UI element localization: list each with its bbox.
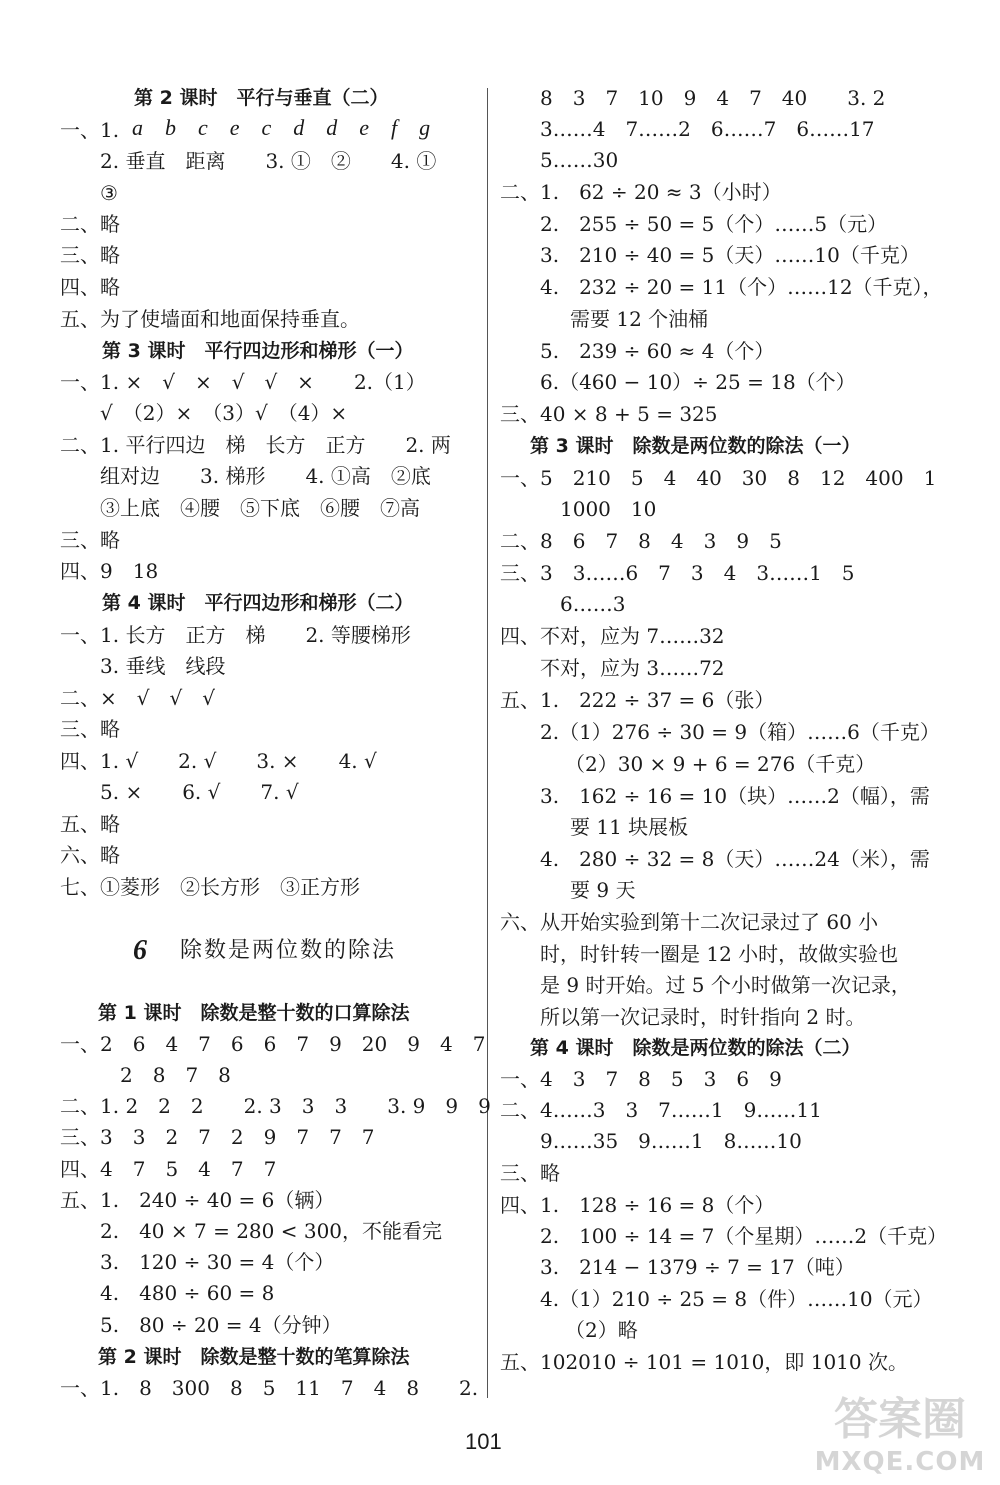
answer-line: 四、1. 128 ÷ 16 = 8（个）	[500, 1193, 775, 1217]
answer-line: 1000 10	[560, 497, 657, 521]
page-number: 101	[465, 1429, 502, 1454]
answer-line: 四、1. √ 2. √ 3. × 4. √	[60, 749, 377, 773]
answer-line: 6……3	[560, 592, 626, 616]
answer-line: 组对边 3. 梯形 4. ①高 ②底	[100, 464, 431, 488]
section-heading: 第 1 课时 除数是整十数的口算除法	[98, 1002, 410, 1024]
answer-line: 四、9 18	[60, 559, 159, 583]
section-heading: 第 4 课时 除数是两位数的除法（二）	[530, 1037, 861, 1059]
answer-line: 二、1. 62 ÷ 20 ≈ 3（小时）	[500, 180, 782, 204]
answer-line: 2. 40 × 7 = 280 < 300，不能看完	[100, 1219, 443, 1243]
answer-line: ③	[100, 181, 118, 205]
answer-line: 二、× √ √ √	[60, 686, 215, 710]
watermark-url: MXQE.COM	[814, 1447, 986, 1477]
answer-line: 二、8 6 7 8 4 3 9 5	[500, 529, 782, 553]
answer-line: 二、1. 2 2 2 2. 3 3 3 3. 9 9 9	[60, 1094, 491, 1118]
answer-line: 三、略	[60, 243, 120, 267]
answer-line: 一、5 210 5 4 40 30 8 12 400 1	[500, 466, 937, 490]
answer-line: 9……35 9……1 8……10	[540, 1129, 802, 1153]
answer-line: 一、1.	[60, 118, 120, 142]
answer-line: 3. 210 ÷ 40 = 5（天）……10（千克）	[540, 243, 920, 267]
unit-number: 6	[133, 935, 147, 966]
answer-line: 二、1. 平行四边 梯 长方 正方 2. 两	[60, 433, 451, 457]
answer-line: 一、1. × √ × √ √ × 2.（1）	[60, 370, 426, 394]
watermark-logo	[805, 1395, 995, 1480]
answer-line: 4. 280 ÷ 32 = 8（天）……24（米），需	[540, 847, 930, 871]
answer-line: 需要 12 个油桶	[570, 307, 709, 331]
watermark-text: 答案圈	[834, 1394, 966, 1445]
answer-line: 2. 垂直 距离 3. ① ② 4. ①	[100, 149, 437, 173]
answer-line: 七、①菱形 ②长方形 ③正方形	[60, 875, 360, 899]
answer-line: 2. 255 ÷ 50 = 5（个）……5（元）	[540, 212, 888, 236]
answer-line: 4. 232 ÷ 20 = 11（个）……12（千克），	[540, 275, 943, 299]
answer-line: 四、4 7 5 4 7 7	[60, 1157, 277, 1181]
answer-line: 时，时针转一圈是 12 小时，故做实验也	[540, 942, 899, 966]
answer-line: 一、1. 长方 正方 梯 2. 等腰梯形	[60, 623, 411, 647]
answer-line: 是 9 时开始。过 5 个小时做第一次记录，	[540, 973, 911, 997]
answer-line: 二、略	[60, 212, 120, 236]
answer-line: 三、略	[60, 528, 120, 552]
answer-line: 3. 162 ÷ 16 = 10（块）……2（幅），需	[540, 784, 930, 808]
answer-line: 4.（1）210 ÷ 25 = 8（件）……10（元）	[540, 1287, 933, 1311]
answer-line: 5……30	[540, 148, 619, 172]
answer-line: 5. 80 ÷ 20 = 4（分钟）	[100, 1313, 342, 1337]
answer-line: 五、102010 ÷ 101 = 1010，即 1010 次。	[500, 1350, 908, 1374]
answer-line: 要 9 天	[570, 878, 636, 902]
answer-line: 3. 垂线 线段	[100, 654, 226, 678]
answer-line: 一、2 6 4 7 6 6 7 9 20 9 4 7	[60, 1032, 486, 1056]
answer-line: 不对，应为 3……72	[540, 656, 725, 680]
answer-line: 五、1. 240 ÷ 40 = 6（辆）	[60, 1188, 335, 1212]
answer-line: 所以第一次记录时，时针指向 2 时。	[540, 1005, 866, 1029]
answer-line: ③上底 ④腰 ⑤下底 ⑥腰 ⑦高	[100, 496, 420, 520]
answer-line: （2）30 × 9 + 6 = 276（千克）	[565, 752, 876, 776]
unit-title: 除数是两位数的除法	[180, 938, 397, 963]
section-heading: 第 2 课时 除数是整十数的笔算除法	[98, 1346, 410, 1368]
answer-line: 四、不对，应为 7……32	[500, 624, 725, 648]
answer-line: 五、略	[60, 812, 120, 836]
answer-line: 三、略	[60, 717, 120, 741]
answer-line: 6.（460 − 10）÷ 25 = 18（个）	[540, 370, 856, 394]
answer-line: （2）略	[565, 1318, 638, 1342]
answer-line: 2.（1）276 ÷ 30 = 9（箱）……6（千克）	[540, 720, 940, 744]
answer-line: 三、3 3……6 7 3 4 3……1 5	[500, 561, 855, 585]
answer-line: 一、4 3 7 8 5 3 6 9	[500, 1067, 782, 1091]
section-heading: 第 4 课时 平行四边形和梯形（二）	[102, 592, 414, 614]
section-heading: 第 3 课时 平行四边形和梯形（一）	[102, 340, 414, 362]
answer-line: 要 11 块展板	[570, 815, 689, 839]
section-heading: 第 3 课时 除数是两位数的除法（一）	[530, 435, 861, 457]
answer-line: 一、1. 8 300 8 5 11 7 4 8 2.	[60, 1376, 479, 1400]
answer-line: 三、40 × 8 + 5 = 325	[500, 402, 718, 426]
answer-line: 3. 214 − 1379 ÷ 7 = 17（吨）	[540, 1255, 855, 1279]
answer-line: √ （2）× （3）√ （4）×	[100, 401, 348, 425]
answer-line: 5. × 6. √ 7. √	[100, 780, 299, 804]
column-divider	[487, 88, 488, 1398]
answer-line: 2 8 7 8	[120, 1063, 231, 1087]
answer-line: 三、略	[500, 1161, 560, 1185]
section-heading: 第 2 课时 平行与垂直（二）	[134, 87, 389, 109]
answer-letters: a b c e c d d e f g	[132, 115, 431, 140]
answer-line: 3……4 7……2 6……7 6……17	[540, 117, 875, 141]
answer-line: 六、从开始实验到第十二次记录过了 60 小	[500, 910, 879, 934]
answer-line: 2. 100 ÷ 14 = 7（个星期）……2（千克）	[540, 1224, 948, 1248]
answer-line: 五、为了使墙面和地面保持垂直。	[60, 307, 360, 331]
answer-line: 4. 480 ÷ 60 = 8	[100, 1281, 275, 1305]
answer-line: 五、1. 222 ÷ 37 = 6（张）	[500, 688, 775, 712]
answer-line: 3. 120 ÷ 30 = 4（个）	[100, 1250, 335, 1274]
answer-line: 四、略	[60, 275, 120, 299]
answer-line: 5. 239 ÷ 60 ≈ 4（个）	[540, 339, 775, 363]
answer-line: 三、3 3 2 7 2 9 7 7 7	[60, 1125, 375, 1149]
answer-line: 六、略	[60, 843, 120, 867]
answer-line: 二、4……3 3 7……1 9……11	[500, 1098, 822, 1122]
answer-line: 8 3 7 10 9 4 7 40 3. 2	[540, 86, 886, 110]
